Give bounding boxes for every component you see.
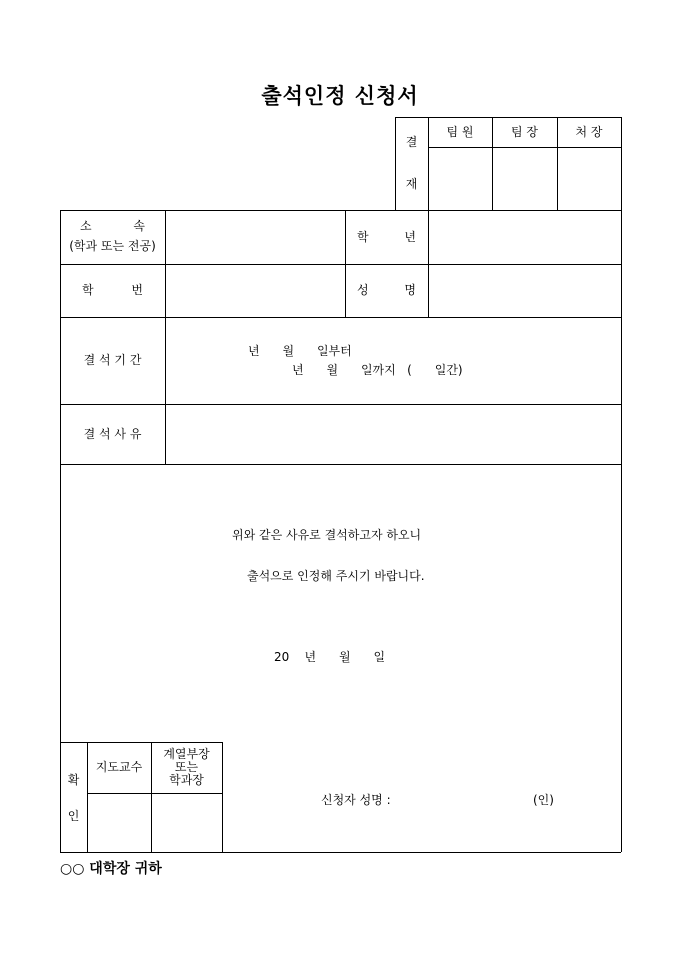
period-to: 년 월 일까지 ( 일간) xyxy=(292,363,463,377)
statement-line-2: 출석으로 인정해 주시기 바랍니다. xyxy=(247,569,425,583)
label-absence-period: 결 석 기 간 xyxy=(83,353,142,367)
name-char-a: 성 xyxy=(357,283,369,297)
name-char-b: 명 xyxy=(404,283,416,297)
field-absence-reason[interactable] xyxy=(166,405,620,463)
label-affiliation xyxy=(60,216,165,236)
field-affiliation[interactable] xyxy=(166,211,344,263)
confirm-head: 계열부장 또는 학과장 xyxy=(163,747,210,787)
approval-col-member: 팀 원 xyxy=(446,124,474,139)
field-student-no[interactable] xyxy=(166,265,344,316)
field-name[interactable] xyxy=(429,265,620,316)
affiliation-char-a: 소 xyxy=(80,218,92,233)
year-char-b: 년 xyxy=(404,229,416,244)
page-title: 출석인정 신청서 xyxy=(261,83,419,108)
student-no-char-a: 학 xyxy=(82,283,94,297)
approval-col-leader: 팀 장 xyxy=(511,124,538,139)
year-char-a: 학 xyxy=(357,229,369,244)
sign-slot-head[interactable] xyxy=(152,794,221,851)
applicant-label: 신청자 성명 : xyxy=(321,793,391,807)
approval-col-director: 처 장 xyxy=(575,124,603,139)
confirm-label-top: 확 xyxy=(67,772,80,787)
applicant-name-field[interactable] xyxy=(410,786,525,808)
student-no-char-b: 번 xyxy=(131,283,143,297)
sign-slot-member[interactable] xyxy=(429,148,491,209)
statement-date: 20 년 월 일 xyxy=(274,650,386,664)
applicant-seal: (인) xyxy=(533,793,554,807)
period-from: 년 월 일부터 xyxy=(248,344,352,358)
footer-recipient: ○○ 대학장 귀하 xyxy=(60,861,162,877)
confirm-advisor: 지도교수 xyxy=(95,760,143,774)
statement-line-1: 위와 같은 사유로 결석하고자 하오니 xyxy=(232,528,422,542)
field-year[interactable] xyxy=(429,211,620,263)
sign-slot-advisor[interactable] xyxy=(88,794,150,851)
label-year xyxy=(345,210,428,264)
approval-label-bottom: 재 xyxy=(405,176,418,191)
affiliation-char-b: 속 xyxy=(133,218,145,233)
label-name xyxy=(345,264,428,317)
sign-slot-leader[interactable] xyxy=(493,148,556,209)
label-affiliation-sub: (학과 또는 전공) xyxy=(69,238,156,253)
sign-slot-director[interactable] xyxy=(558,148,620,209)
field-absence-period[interactable] xyxy=(166,318,620,403)
label-absence-reason: 결 석 사 유 xyxy=(83,426,142,441)
label-student-no xyxy=(60,264,165,317)
approval-label-top: 결 xyxy=(405,134,418,149)
confirm-label-bottom: 인 xyxy=(67,808,80,823)
